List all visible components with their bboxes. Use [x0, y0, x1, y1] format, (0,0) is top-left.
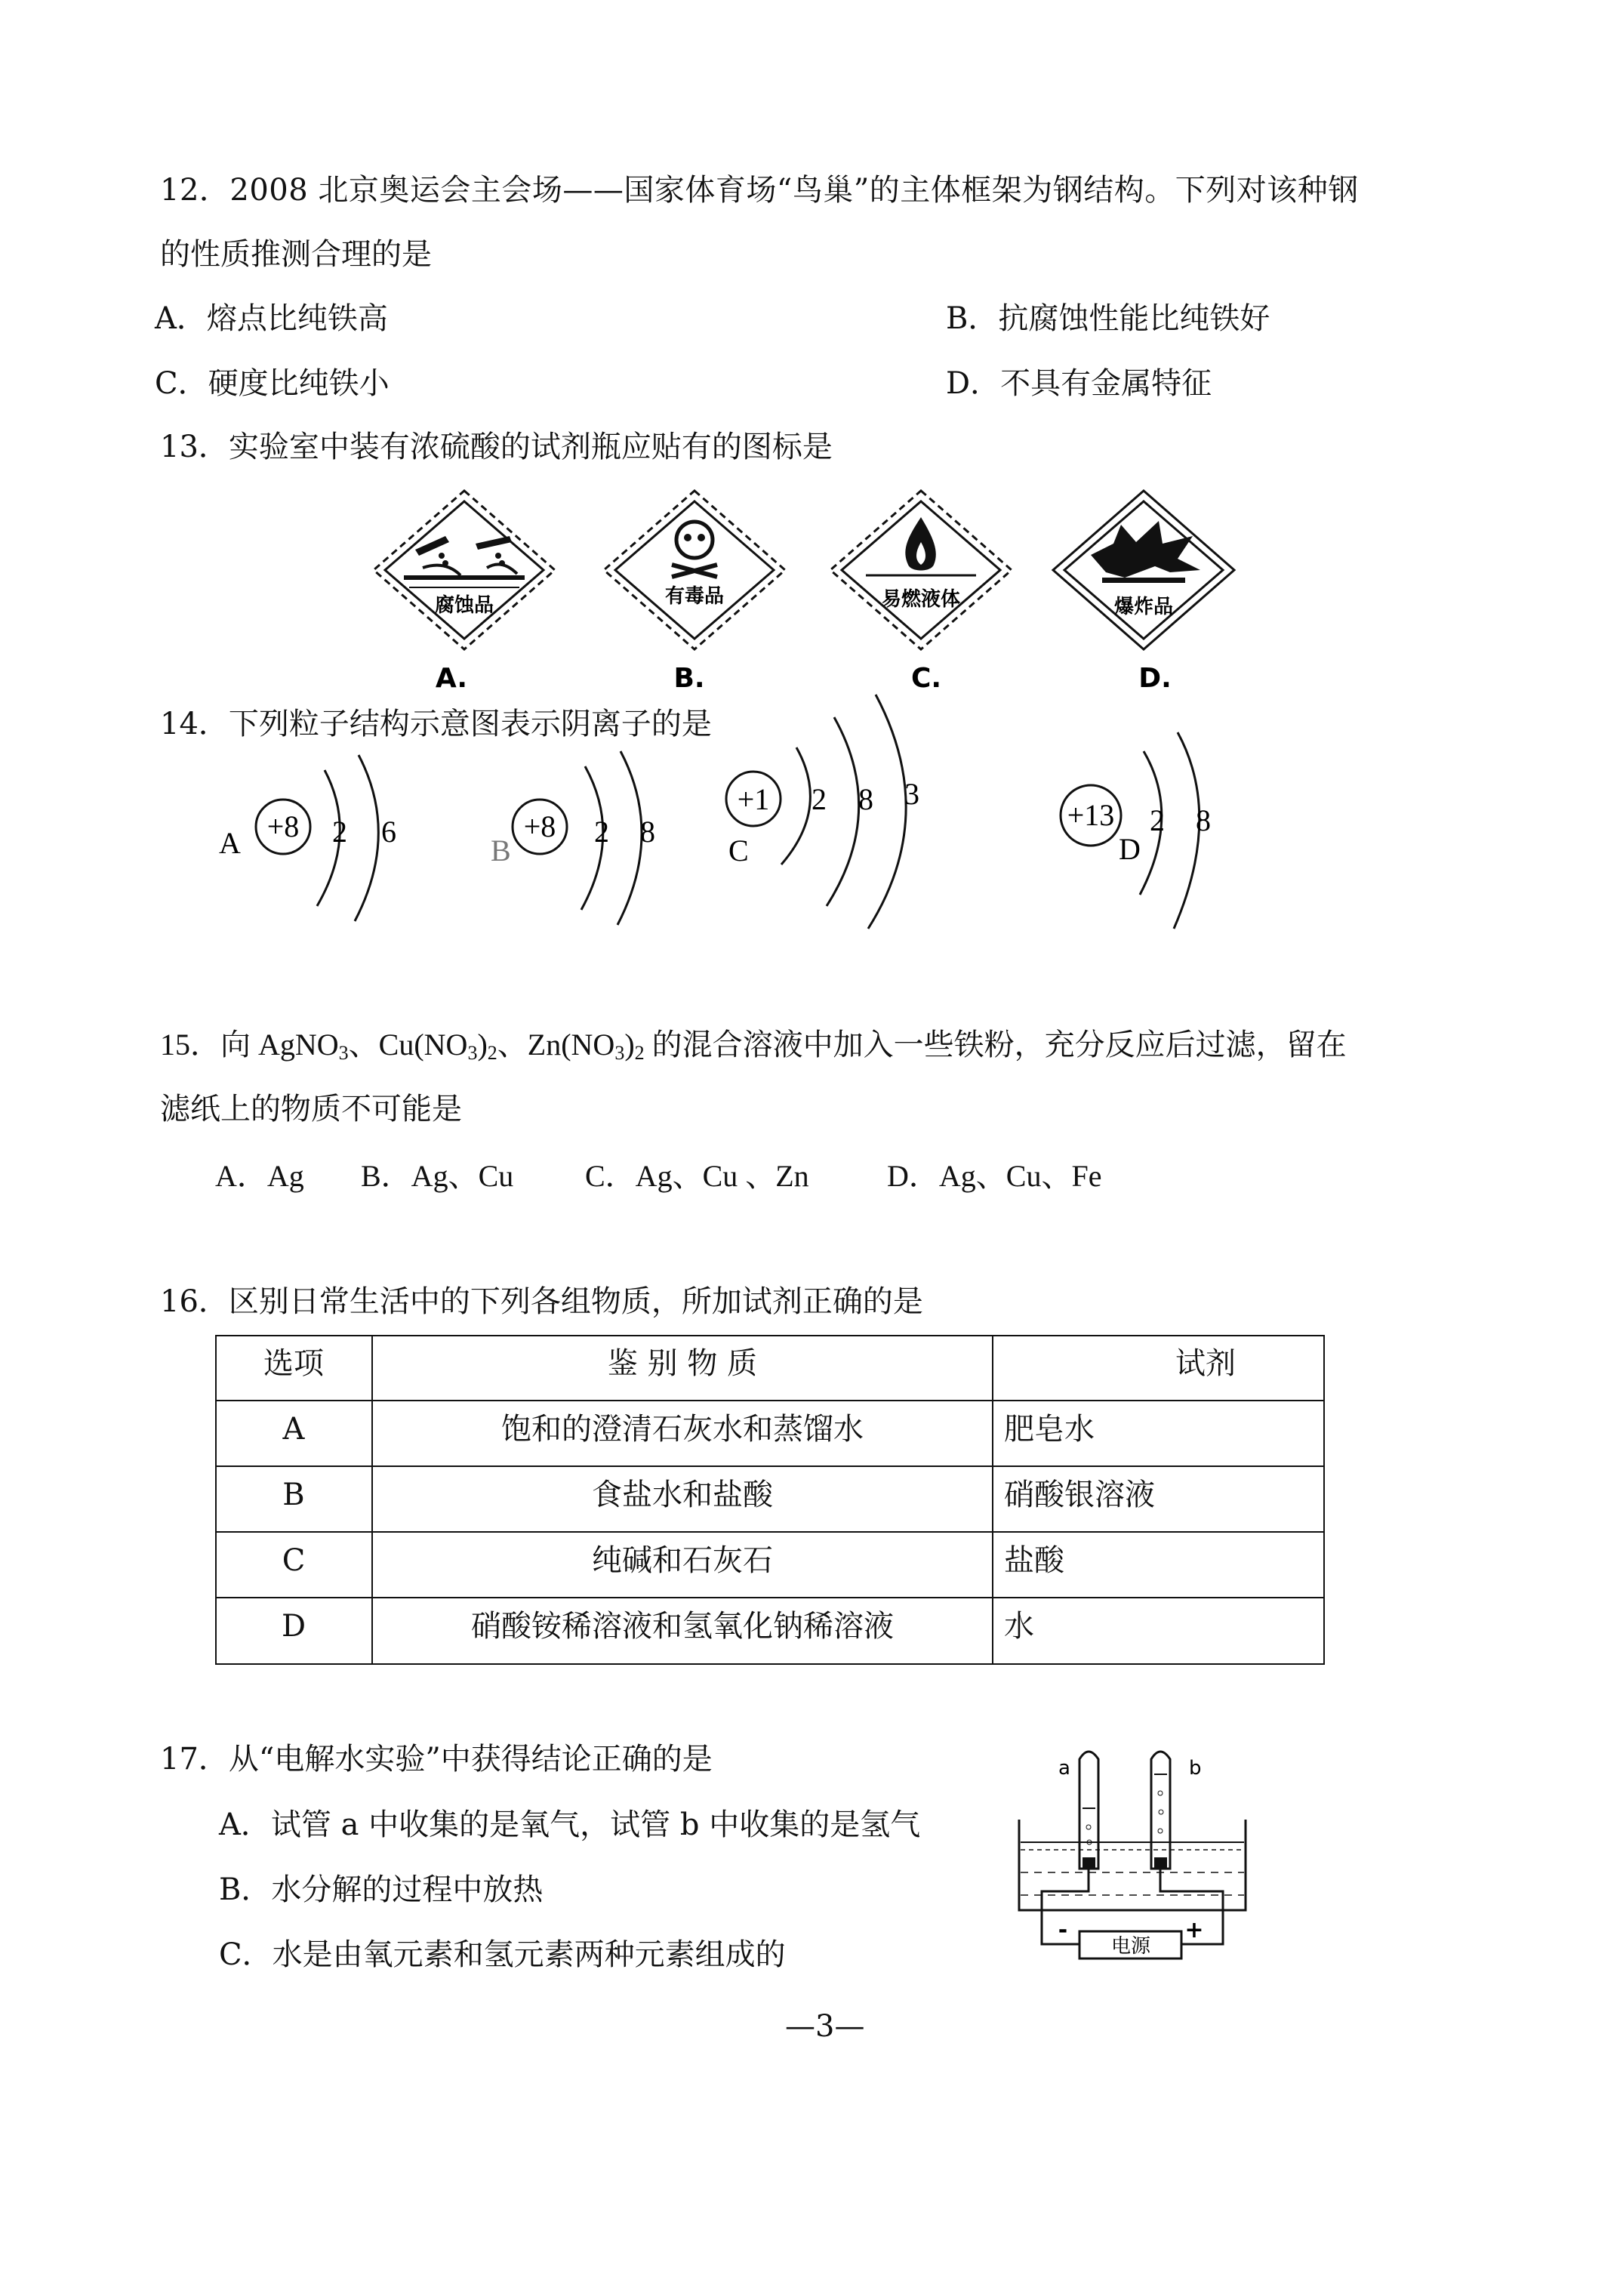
atom-diagram-c	[726, 695, 919, 929]
hazard-letter-c: C.	[910, 663, 942, 694]
atom-letter-d: D	[1119, 832, 1141, 866]
q15-option-c: C．Ag、Cu 、Zn	[585, 1159, 809, 1193]
atom-diagram-b	[491, 751, 655, 925]
explosion-icon	[1091, 521, 1200, 583]
q12-option-a: A．熔点比纯铁高	[155, 301, 388, 336]
q15-option-d: D．Ag、Cu、Fe	[887, 1159, 1102, 1193]
q12-stem-line1: 12．2008 北京奥运会主会场——国家体育场“鸟巢”的主体框架为钢结构。下列对该种钢	[160, 173, 1359, 208]
table-row-d-substance: 硝酸铵稀溶液和氢氧化钠稀溶液	[471, 1609, 894, 1644]
shell-a-1: 2	[332, 815, 347, 849]
q15-stem-line1: 15．向 AgNO$_3$、$Cu(NO_3)_2$、$Zn(NO_3)_2$ 的混合溶液中加入一些铁粉，充分反应后过滤，留在	[160, 1028, 1347, 1064]
q12-stem-line2: 的性质推测合理的是	[160, 237, 432, 272]
q16-table	[215, 1335, 1325, 1665]
beaker	[1019, 1820, 1246, 1910]
hazard-letter-d: D.	[1138, 663, 1172, 694]
table-row-b-reagent: 硝酸银溶液	[1004, 1478, 1155, 1512]
q17-option-b: B．水分解的过程中放热	[219, 1872, 544, 1907]
table-row-a-option: A	[282, 1412, 305, 1447]
table-row-c-option: C	[282, 1543, 306, 1578]
nucleus-c-charge: +1	[737, 782, 770, 816]
hazard-corrosive	[374, 491, 555, 694]
hazard-explosive	[1053, 491, 1234, 694]
page-number: —3—	[785, 2009, 865, 2044]
electrolysis-apparatus	[1004, 1737, 1261, 1978]
shell-b-1: 2	[594, 815, 609, 849]
q15-stem-line2: 滤纸上的物质不可能是	[160, 1092, 462, 1126]
q15-option-b: B．Ag、Cu	[361, 1159, 514, 1193]
table-row-b-substance: 食盐水和盐酸	[592, 1478, 773, 1512]
atom-diagrams	[204, 680, 1276, 951]
table-row-a-reagent: 肥皂水	[1004, 1412, 1095, 1447]
nucleus-a-charge: +8	[266, 809, 300, 843]
shell-c-1: 2	[812, 782, 827, 816]
power-minus: -	[1058, 1917, 1068, 1943]
shell-c-2: 8	[858, 782, 873, 816]
hazard-toxic	[604, 491, 785, 694]
q15-option-a: A．Ag	[215, 1159, 304, 1193]
q12-option-c: C．硬度比纯铁小	[155, 366, 390, 401]
q17-stem: 17．从“电解水实验”中获得结论正确的是	[160, 1742, 713, 1777]
q17-option-c: C．水是由氧元素和氢元素两种元素组成的	[219, 1937, 786, 1972]
table-row-a-substance: 饱和的澄清石灰水和蒸馏水	[501, 1412, 864, 1447]
atom-diagram-a	[219, 755, 396, 921]
power-plus: +	[1184, 1917, 1204, 1943]
table-row-d-option: D	[281, 1609, 306, 1644]
table-header-reagent: 试剂	[1175, 1346, 1236, 1381]
nucleus-d-charge: +13	[1067, 798, 1115, 832]
q14-stem: 14．下列粒子结构示意图表示阴离子的是	[160, 707, 712, 741]
q17-option-a: A．试管 a 中收集的是氧气，试管 b 中收集的是氢气	[219, 1808, 921, 1842]
table-row-b-option: B	[282, 1478, 305, 1512]
atom-letter-a: A	[219, 826, 241, 860]
shell-a-2: 6	[381, 815, 396, 849]
hazard-label-c: 易燃液体	[881, 588, 961, 611]
table-row-d-reagent: 水	[1004, 1609, 1034, 1644]
hazard-label-a: 腐蚀品	[434, 594, 494, 617]
hazard-label-b: 有毒品	[664, 585, 725, 608]
skull-icon	[672, 522, 717, 577]
shell-b-2: 8	[640, 815, 655, 849]
hazard-label-d: 爆炸品	[1113, 596, 1174, 618]
q12-option-b: B．抗腐蚀性能比纯铁好	[946, 301, 1270, 336]
shell-c-3: 3	[904, 777, 919, 811]
tube-a-label: a	[1058, 1757, 1070, 1780]
table-row-c-reagent: 盐酸	[1004, 1543, 1064, 1578]
q12-option-d: D．不具有金属特征	[946, 366, 1212, 401]
shell-d-2: 8	[1196, 803, 1211, 837]
q13-stem: 13．实验室中装有浓硫酸的试剂瓶应贴有的图标是	[160, 430, 833, 464]
hazard-letter-a: A.	[435, 663, 468, 694]
power-source-label: 电源	[1110, 1935, 1151, 1958]
atom-letter-b: B	[491, 834, 511, 868]
tube-b-label: b	[1189, 1757, 1202, 1780]
hazard-flammable	[830, 491, 1012, 694]
table-row-c-substance: 纯碱和石灰石	[592, 1543, 773, 1578]
shell-d-1: 2	[1150, 803, 1165, 837]
atom-diagram-d	[1061, 732, 1211, 929]
hazard-letter-b: B.	[673, 663, 705, 694]
flame-icon	[905, 517, 935, 571]
corrosive-icon	[404, 536, 525, 580]
table-header-substance: 鉴 别 物 质	[607, 1346, 758, 1381]
test-tube-a	[1079, 1752, 1098, 1869]
hazard-icons	[370, 483, 1261, 702]
q16-stem: 16．区别日常生活中的下列各组物质，所加试剂正确的是	[160, 1284, 923, 1319]
test-tube-b	[1151, 1752, 1170, 1869]
table-header-option: 选项	[263, 1346, 324, 1381]
atom-letter-c: C	[728, 834, 749, 868]
nucleus-b-charge: +8	[523, 809, 556, 843]
